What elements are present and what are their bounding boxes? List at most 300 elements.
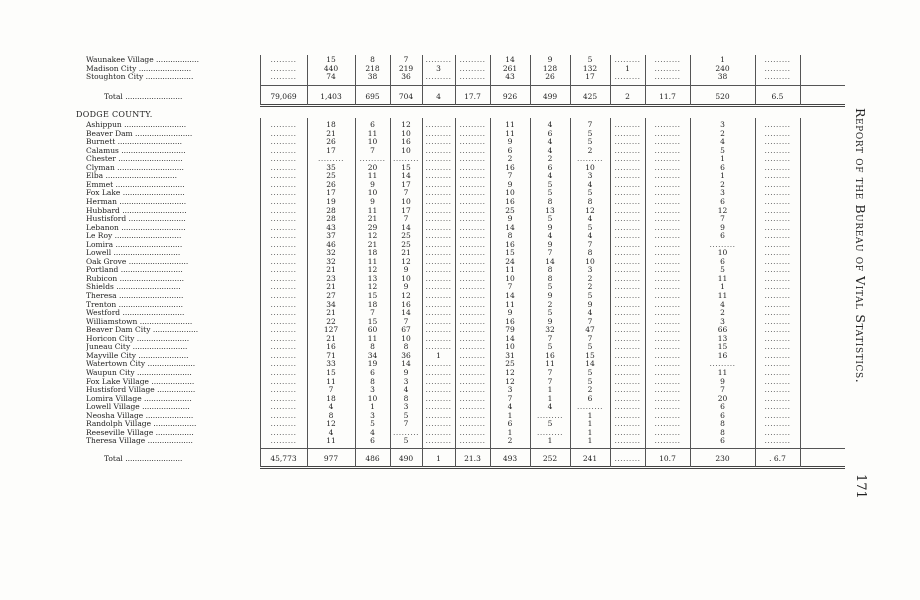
double-rule — [260, 104, 845, 107]
empty-cell: ......... — [425, 333, 452, 343]
place-name: Ashippun .......................... — [86, 120, 187, 129]
empty-cell: ......... — [425, 291, 452, 300]
value-cell: 8 — [403, 393, 409, 403]
empty-cell: ......... — [614, 385, 641, 395]
value-cell: 16 — [505, 162, 515, 172]
empty-cell: ......... — [459, 436, 486, 446]
empty-cell: ......... — [614, 256, 641, 266]
empty-cell: ......... — [764, 137, 791, 147]
value-cell: 12 — [367, 265, 378, 275]
place-name: Theresa Village ................... — [86, 436, 193, 446]
value-cell: 2 — [507, 436, 513, 446]
value-cell: 3 — [403, 402, 409, 412]
value-cell: 6 — [720, 436, 725, 446]
empty-cell: ......... — [270, 128, 297, 138]
value-cell: 9 — [507, 308, 513, 318]
value-cell: 3 — [720, 120, 725, 129]
value-cell: 16 — [717, 350, 728, 360]
empty-cell: ......... — [654, 222, 681, 232]
empty-cell: ......... — [270, 350, 297, 360]
value-cell: 9 — [720, 376, 725, 386]
value-cell: 11 — [545, 359, 555, 369]
empty-cell: ......... — [270, 316, 297, 326]
value-cell: 3 — [507, 385, 513, 395]
empty-cell: ......... — [654, 333, 681, 343]
place-name: Lowell Village .................... — [86, 402, 190, 412]
empty-cell: ......... — [654, 205, 681, 215]
empty-cell: ......... — [459, 205, 486, 215]
empty-cell: ......... — [764, 299, 791, 309]
value-cell: 10 — [585, 256, 595, 266]
value-cell: 926 — [502, 92, 518, 101]
value-cell: 14 — [585, 359, 595, 369]
value-cell: 7 — [370, 308, 375, 318]
value-cell: 43 — [326, 222, 336, 232]
value-cell: 4 — [587, 179, 593, 189]
value-cell: 20 — [367, 162, 378, 172]
empty-cell: ......... — [270, 385, 297, 395]
empty-cell: ......... — [459, 393, 486, 403]
empty-cell: ......... — [459, 239, 486, 249]
empty-cell: ......... — [764, 419, 791, 429]
value-cell: 7 — [507, 282, 513, 292]
value-cell: 6 — [720, 196, 725, 206]
value-cell: 5 — [403, 410, 409, 420]
value-cell: 4 — [547, 231, 553, 241]
place-name: Beaver Dam City ................... — [86, 325, 199, 335]
empty-cell: ......... — [764, 350, 791, 360]
value-cell: 21 — [401, 248, 411, 258]
column-divider — [570, 55, 571, 105]
empty-cell: ......... — [764, 342, 791, 352]
value-cell: 6 — [720, 162, 725, 172]
rule-line — [260, 85, 845, 86]
place-name: Waunakee Village .................. — [86, 55, 199, 64]
value-cell: 60 — [367, 325, 378, 335]
value-cell: 10.7 — [659, 453, 676, 463]
place-name: Neosha Village .................... — [86, 410, 194, 420]
value-cell: 14 — [505, 55, 515, 64]
value-cell: 8 — [720, 427, 725, 437]
value-cell: 74 — [326, 72, 336, 82]
empty-cell: ......... — [614, 308, 641, 318]
empty-cell: ......... — [459, 316, 486, 326]
value-cell: 1 — [587, 427, 593, 437]
column-divider — [307, 55, 308, 105]
empty-cell: ......... — [654, 359, 681, 369]
value-cell: 7 — [507, 393, 513, 403]
value-cell: 25 — [401, 231, 411, 241]
value-cell: 35 — [326, 162, 336, 172]
value-cell: 79 — [505, 325, 515, 335]
column-divider — [390, 118, 391, 467]
column-divider — [610, 118, 611, 467]
value-cell: 10 — [367, 393, 378, 403]
place-name: Lebanon ........................... — [86, 222, 186, 232]
empty-cell: ......... — [459, 154, 486, 164]
value-cell: 4 — [547, 171, 553, 181]
value-cell: 13 — [367, 273, 378, 283]
column-divider — [530, 55, 531, 105]
empty-cell: ......... — [614, 196, 641, 206]
value-cell: 9 — [403, 282, 409, 292]
value-cell: 9 — [507, 214, 513, 224]
value-cell: 21 — [367, 239, 378, 249]
empty-cell: ......... — [654, 282, 681, 292]
empty-cell: ......... — [654, 120, 681, 129]
column-divider — [455, 118, 456, 467]
empty-cell: ......... — [654, 436, 681, 446]
value-cell: 14 — [545, 256, 555, 266]
empty-cell: ......... — [654, 410, 681, 420]
empty-cell: ......... — [270, 72, 297, 82]
empty-cell: ......... — [654, 350, 681, 360]
place-name: Waupun City ....................... — [86, 367, 192, 377]
place-name: Lomira Village .................... — [86, 393, 192, 403]
value-cell: 37 — [326, 231, 336, 241]
total-row — [0, 92, 920, 101]
empty-cell: ......... — [459, 265, 486, 275]
value-cell: 1 — [370, 402, 375, 412]
value-cell: 440 — [323, 63, 339, 73]
empty-cell: ......... — [709, 359, 736, 369]
value-cell: 499 — [542, 92, 558, 101]
empty-cell: ......... — [654, 393, 681, 403]
value-cell: 1 — [587, 419, 593, 429]
value-cell: 11 — [717, 291, 728, 300]
value-cell: 21 — [326, 308, 336, 318]
empty-cell: ......... — [764, 376, 791, 386]
value-cell: 6 — [720, 410, 725, 420]
value-cell: 5 — [587, 291, 593, 300]
empty-cell: ......... — [764, 154, 791, 164]
empty-cell: ......... — [764, 63, 791, 73]
empty-cell: ......... — [425, 342, 452, 352]
empty-cell: ......... — [425, 367, 452, 377]
empty-cell: ......... — [270, 359, 297, 369]
empty-cell: ......... — [270, 248, 297, 258]
empty-cell: ......... — [764, 214, 791, 224]
empty-cell: ......... — [764, 359, 791, 369]
value-cell: 3 — [436, 63, 441, 73]
empty-cell: ......... — [359, 154, 386, 164]
empty-cell: ......... — [654, 179, 681, 189]
value-cell: 1 — [436, 453, 441, 463]
empty-cell: ......... — [614, 273, 641, 283]
empty-cell: ......... — [270, 367, 297, 377]
place-name: Madison City ...................... — [86, 63, 192, 73]
value-cell: 5 — [547, 188, 553, 198]
value-cell: 13 — [545, 205, 555, 215]
value-cell: 6 — [370, 436, 375, 446]
place-name: Oak Grove ......................... — [86, 256, 189, 266]
empty-cell: ......... — [459, 248, 486, 258]
column-divider — [355, 55, 356, 105]
value-cell: 4 — [370, 427, 375, 437]
empty-cell: ......... — [764, 162, 791, 172]
empty-cell: ......... — [654, 427, 681, 437]
value-cell: 11 — [505, 120, 515, 129]
value-cell: 6 — [720, 231, 725, 241]
value-cell: 2 — [587, 273, 593, 283]
value-cell: 5 — [547, 214, 553, 224]
value-cell: 3 — [587, 171, 593, 181]
empty-cell: ......... — [270, 308, 297, 318]
empty-cell: ......... — [459, 359, 486, 369]
column-divider — [530, 118, 531, 467]
empty-cell: ......... — [425, 419, 452, 429]
empty-cell: ......... — [764, 410, 791, 420]
place-name: Reeseville Village ................ — [86, 427, 194, 437]
empty-cell: ......... — [425, 385, 452, 395]
empty-cell: ......... — [270, 120, 297, 129]
empty-cell: ......... — [654, 316, 681, 326]
place-name: Randolph Village .................. — [86, 419, 197, 429]
value-cell: 218 — [365, 63, 380, 73]
empty-cell: ......... — [459, 333, 486, 343]
value-cell: 4 — [547, 145, 553, 155]
empty-cell: ......... — [425, 145, 452, 155]
empty-cell: ......... — [425, 154, 452, 164]
empty-cell: ......... — [654, 402, 681, 412]
value-cell: 241 — [582, 453, 598, 463]
value-cell: 21.3 — [464, 453, 481, 463]
empty-cell: ......... — [393, 154, 419, 164]
empty-cell: ......... — [654, 63, 681, 73]
empty-cell: ......... — [270, 239, 297, 249]
value-cell: 5 — [587, 342, 593, 352]
value-cell: 18 — [326, 120, 336, 129]
empty-cell: ......... — [764, 120, 791, 129]
value-cell: 1 — [587, 436, 593, 446]
value-cell: 8 — [547, 196, 553, 206]
value-cell: 4 — [720, 137, 725, 147]
column-divider — [260, 118, 261, 467]
value-cell: 2 — [587, 145, 593, 155]
value-cell: 252 — [542, 453, 558, 463]
value-cell: 19 — [326, 196, 336, 206]
value-cell: 25 — [505, 205, 515, 215]
value-cell: 26 — [545, 72, 555, 82]
empty-cell: ......... — [764, 256, 791, 266]
empty-cell: ......... — [614, 137, 641, 147]
place-name: Mayville City ..................... — [86, 350, 189, 360]
value-cell: . 6.7 — [769, 453, 786, 463]
empty-cell: ......... — [459, 162, 486, 172]
value-cell: 3 — [370, 385, 375, 395]
value-cell: 4 — [587, 214, 593, 224]
value-cell: 14 — [505, 291, 515, 300]
value-cell: 493 — [502, 453, 518, 463]
empty-cell: ......... — [614, 231, 641, 241]
column-divider — [755, 55, 756, 105]
value-cell: 15 — [367, 316, 378, 326]
empty-cell: ......... — [425, 222, 452, 232]
value-cell: 9 — [403, 265, 409, 275]
value-cell: 5 — [720, 265, 725, 275]
empty-cell: ......... — [654, 162, 681, 172]
value-cell: 32 — [545, 325, 555, 335]
empty-cell: ......... — [459, 410, 486, 420]
value-cell: 425 — [582, 92, 598, 101]
value-cell: 4 — [720, 299, 725, 309]
value-cell: 28 — [326, 205, 336, 215]
value-cell: 4 — [587, 308, 593, 318]
empty-cell: ......... — [425, 410, 452, 420]
empty-cell: ......... — [577, 154, 603, 164]
empty-cell: ......... — [764, 402, 791, 412]
empty-cell: ......... — [270, 325, 297, 335]
value-cell: 5 — [370, 419, 375, 429]
empty-cell: ......... — [425, 393, 452, 403]
place-name: Rubicon ........................... — [86, 273, 184, 283]
empty-cell: ......... — [654, 128, 681, 138]
value-cell: 2 — [507, 154, 513, 164]
empty-cell: ......... — [614, 376, 641, 386]
value-cell: 11 — [367, 205, 378, 215]
value-cell: 28 — [326, 214, 336, 224]
value-cell: 11.7 — [659, 92, 676, 101]
value-cell: 18 — [367, 299, 378, 309]
empty-cell: ......... — [614, 316, 641, 326]
value-cell: 11 — [367, 171, 378, 181]
value-cell: 8 — [370, 376, 375, 386]
empty-cell: ......... — [270, 427, 297, 437]
empty-cell: ......... — [425, 308, 452, 318]
rule-line — [260, 448, 845, 449]
empty-cell: ......... — [654, 265, 681, 275]
empty-cell: ......... — [270, 179, 297, 189]
value-cell: 14 — [401, 171, 411, 181]
value-cell: 2 — [547, 299, 553, 309]
column-divider — [645, 55, 646, 105]
value-cell: 67 — [401, 325, 411, 335]
empty-cell: ......... — [459, 179, 486, 189]
empty-cell: ......... — [614, 205, 641, 215]
value-cell: 7 — [587, 333, 593, 343]
place-name: Le Roy ............................ — [86, 231, 182, 241]
empty-cell: ......... — [654, 325, 681, 335]
value-cell: 230 — [715, 453, 730, 463]
empty-cell: ......... — [614, 342, 641, 352]
value-cell: 16 — [545, 350, 555, 360]
empty-cell: ......... — [425, 239, 452, 249]
empty-cell: ......... — [654, 385, 681, 395]
value-cell: 10 — [717, 248, 728, 258]
value-cell: 21 — [326, 265, 336, 275]
value-cell: 6 — [547, 128, 553, 138]
value-cell: 132 — [582, 63, 598, 73]
empty-cell: ......... — [654, 231, 681, 241]
empty-cell: ......... — [459, 350, 486, 360]
value-cell: 5 — [587, 128, 593, 138]
place-name: Portland .......................... — [86, 265, 183, 275]
empty-cell: ......... — [764, 291, 791, 300]
value-cell: 1,403 — [320, 92, 342, 101]
empty-cell: ......... — [270, 214, 297, 224]
value-cell: 2 — [625, 92, 630, 101]
empty-cell: ......... — [425, 299, 452, 309]
empty-cell: ......... — [425, 188, 452, 198]
value-cell: 8 — [328, 410, 334, 420]
column-divider — [690, 118, 691, 467]
value-cell: 10 — [505, 342, 515, 352]
value-cell: 16 — [326, 342, 336, 352]
page-number-text: 171 — [853, 474, 868, 499]
empty-cell: ......... — [459, 273, 486, 283]
value-cell: 38 — [717, 72, 728, 82]
value-cell: 16 — [505, 316, 515, 326]
empty-cell: ......... — [270, 154, 297, 164]
place-name: Trenton ........................... — [86, 299, 183, 309]
empty-cell: ......... — [270, 419, 297, 429]
value-cell: 24 — [505, 256, 515, 266]
place-name: Emmet ............................. — [86, 179, 185, 189]
empty-cell: ......... — [764, 436, 791, 446]
value-cell: 14 — [505, 222, 515, 232]
value-cell: 4 — [328, 402, 334, 412]
empty-cell: ......... — [393, 427, 419, 437]
value-cell: 17 — [326, 188, 336, 198]
value-cell: 6 — [507, 419, 513, 429]
empty-cell: ......... — [425, 256, 452, 266]
place-name: Lowell ............................ — [86, 248, 181, 258]
value-cell: 18 — [367, 248, 378, 258]
value-cell: 7 — [720, 385, 725, 395]
value-cell: 46 — [326, 239, 336, 249]
place-name: Theresa ........................... — [86, 291, 184, 300]
empty-cell: ......... — [764, 367, 791, 377]
value-cell: 7 — [587, 120, 593, 129]
empty-cell: ......... — [614, 171, 641, 181]
empty-cell: ......... — [654, 239, 681, 249]
empty-cell: ......... — [270, 188, 297, 198]
empty-cell: ......... — [270, 137, 297, 147]
empty-cell: ......... — [270, 162, 297, 172]
value-cell: 11 — [326, 376, 336, 386]
value-cell: 2 — [720, 179, 725, 189]
value-cell: 21 — [367, 214, 378, 224]
value-cell: 7 — [587, 316, 593, 326]
value-cell: 36 — [401, 350, 411, 360]
value-cell: 695 — [365, 92, 380, 101]
value-cell: 12 — [326, 419, 336, 429]
value-cell: 22 — [326, 316, 336, 326]
value-cell: 4 — [547, 402, 553, 412]
empty-cell: ......... — [614, 299, 641, 309]
empty-cell: ......... — [654, 154, 681, 164]
value-cell: 9 — [587, 299, 593, 309]
empty-cell: ......... — [459, 376, 486, 386]
value-cell: 16 — [401, 137, 411, 147]
empty-cell: ......... — [459, 63, 486, 73]
empty-cell: ......... — [270, 393, 297, 403]
empty-cell: ......... — [614, 291, 641, 300]
value-cell: 20 — [717, 393, 728, 403]
empty-cell: ......... — [654, 137, 681, 147]
value-cell: 4 — [328, 427, 334, 437]
empty-cell: ......... — [654, 248, 681, 258]
value-cell: 11 — [505, 299, 515, 309]
empty-cell: ......... — [764, 427, 791, 437]
value-cell: 6 — [370, 120, 375, 129]
empty-cell: ......... — [614, 128, 641, 138]
value-cell: 15 — [367, 291, 378, 300]
column-divider — [645, 118, 646, 467]
value-cell: 18 — [326, 393, 336, 403]
value-cell: 79,069 — [270, 92, 297, 101]
empty-cell: ......... — [425, 72, 452, 82]
